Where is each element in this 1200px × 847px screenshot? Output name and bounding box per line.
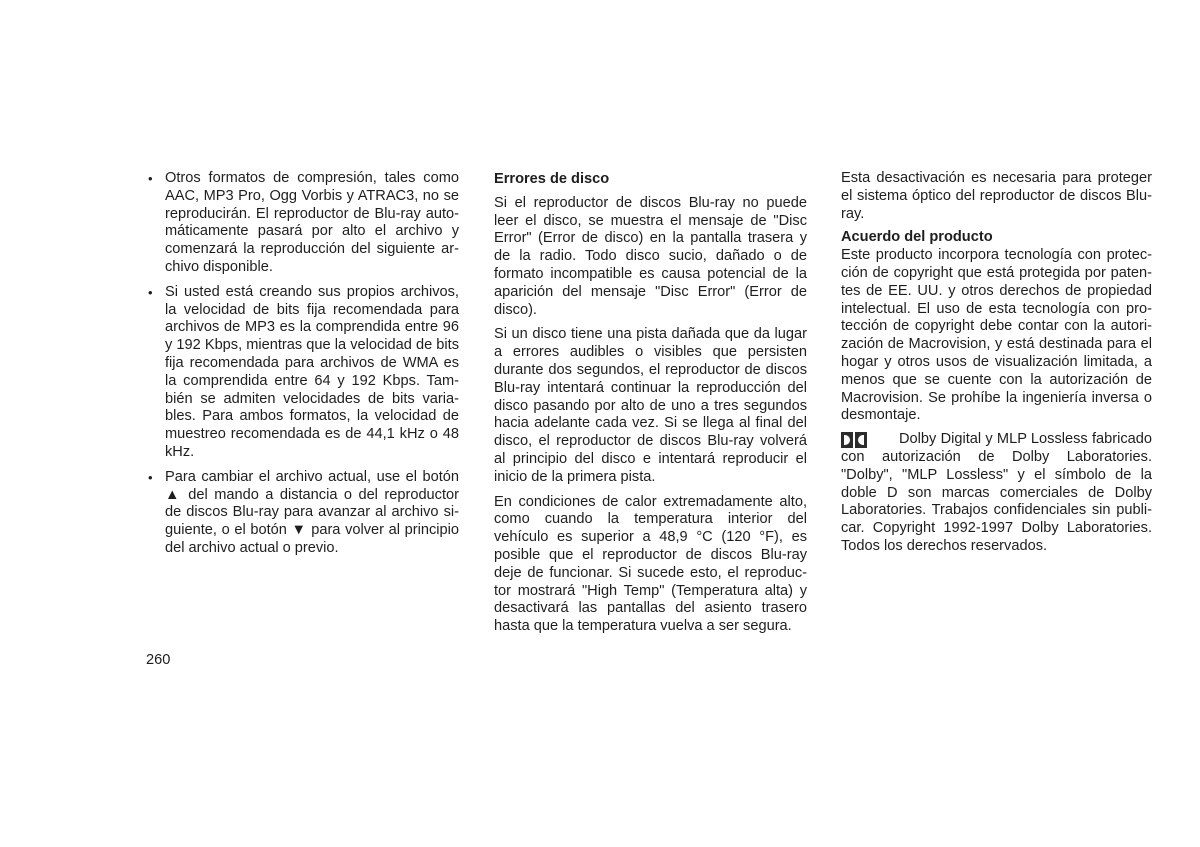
list-item	[146, 284, 459, 462]
list-item	[146, 469, 459, 558]
left-column	[146, 170, 459, 565]
bullet-icon: •	[148, 469, 153, 485]
middle-column	[494, 170, 807, 643]
bullet-text: Para cambiar el archivo actual, use el botón ▲ del mando a distancia o del reproductor de discos Blu-ray para avanzar al archivo siguiente, o el botón ▼ para volver al principio del archivo actual o previo.	[165, 468, 459, 556]
dolby-paragraph: Dolby Digital y MLP Lossless fabricado con autorización de Dolby Laboratories. "Dolby", "MLP Lossless" y el símbolo de la doble D son marcas comerciales de Dolby Laboratories. Trabajos confidenciales sin publicar. Copyright 1992-1997 Dolby Laboratories. Todos los derechos reservados.	[841, 431, 1152, 554]
high-temp-paragraph: En condiciones de calor extremadamente alto, como cuando la temperatura interior del vehículo es superior a 48,9 °C (120 °F), es posible que el reproductor de discos Blu-ray deje de funcionar. Si sucede esto, el reproductor mostrará "High Temp" (Temperatura alta) y desactivará las pantallas del asiento trasero hasta que la temperatura vuelva a ser segura.	[494, 493, 807, 635]
list-item	[146, 170, 459, 277]
dolby-notice	[841, 431, 1152, 556]
bullet-list	[146, 170, 459, 558]
bullet-icon: •	[148, 284, 153, 300]
product-agreement-heading: Acuerdo del producto	[841, 229, 993, 246]
product-agreement-paragraph: Este producto incorpora tecnología con protección de copyright que está protegida por patentes de EE. UU. y otros derechos de propiedad intelectual. El uso de esta tecnología con protección de copyright debe contar con la autorización de Macrovision, y está destinada para el hogar y otros usos de visualización limitada, a menos que se cuente con la autorización de Macrovision. Se prohíbe la ingeniería inversa o desmontaje.	[841, 247, 1152, 424]
deactivation-paragraph: Esta desactivación es necesaria para proteger el sistema óptico del reproductor de discos Blu-ray.	[841, 170, 1152, 222]
right-column	[841, 170, 1152, 562]
disc-error-paragraph: Si el reproductor de discos Blu-ray no puede leer el disco, se muestra el mensaje de "Disc Error" (Error de disco) en la pantalla trasera y de la radio. Todo disco sucio, dañado o de formato incompatible es causa potencial de la aparición del mensaje "Disc Error" (Error de disco).	[494, 194, 807, 318]
damaged-track-paragraph: Si un disco tiene una pista dañada que da lugar a errores audibles o visibles que persisten durante dos segundos, el reproductor de discos Blu-ray intentará continuar la reproducción del disco pasando por alto de uno a tres segundos hacia adelante cada vez. Si se llega al final del disco, el reproductor de discos Blu-ray volverá al principio del disco e intentará reproducir el inicio de la primera pista.	[494, 326, 807, 485]
bullet-text: Otros formatos de compresión, tales como AAC, MP3 Pro, Ogg Vorbis y ATRAC3, no se reproducirán. El reproductor de Blu-ray automáticamente pasará por alto el archivo y comenzará la reproducción del siguiente archivo disponible.	[165, 170, 459, 275]
bullet-text: Si usted está creando sus propios archivos, la velocidad de bits fija recomendada para archivos de MP3 es la comprendida entre 96 y 192 Kbps, mientras que la velocidad de bits fija recomendada para archivos de WMA es la comprendida entre 64 y 192 Kbps. También se admiten velocidades de bits variables. Para ambos formatos, la velocidad de muestreo recomendada es de 44,1 kHz o 48 kHz.	[165, 283, 459, 460]
bullet-icon: •	[148, 171, 153, 186]
disc-errors-heading: Errores de disco	[494, 171, 610, 187]
dolby-double-d-icon	[841, 432, 869, 448]
page-number: 260	[146, 652, 171, 668]
